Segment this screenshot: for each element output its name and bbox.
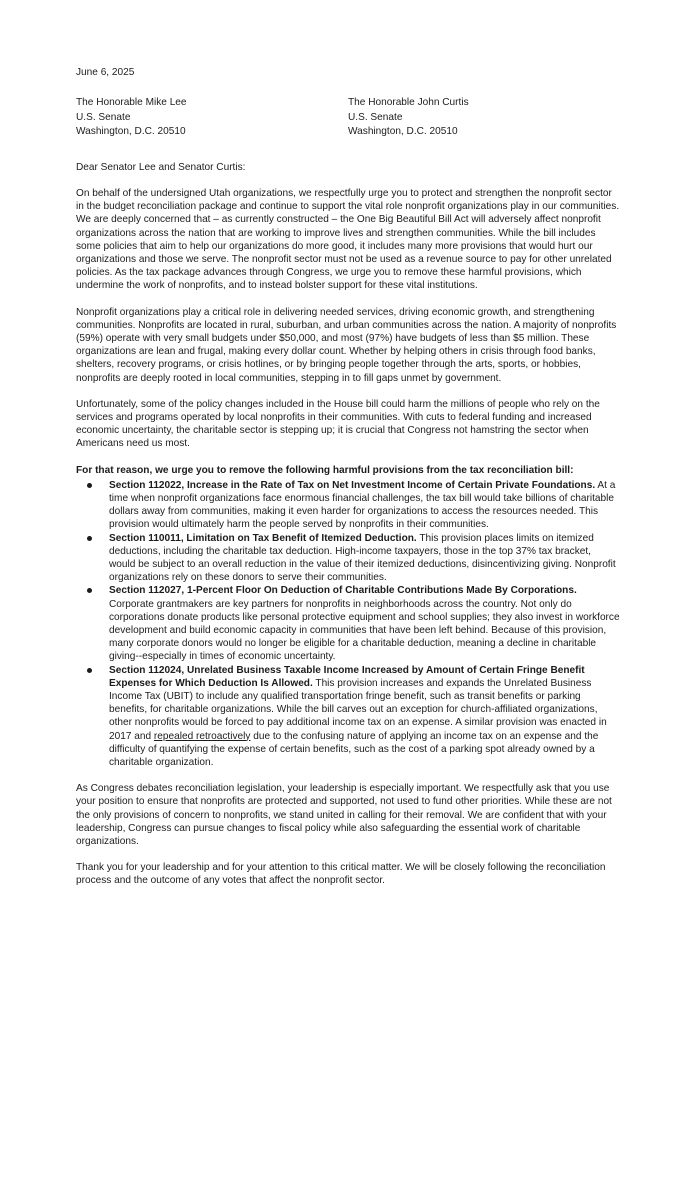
bullet-icon [87,588,92,593]
recipient-name: The Honorable Mike Lee [76,97,187,109]
repealed-retroactively-link[interactable]: repealed retroactively [153,730,251,742]
body-paragraph: On behalf of the undersigned Utah organizations, we respectfully urge you to protect and strengthen the nonprofit sector in the budget reconciliation package and continue to support the vital role nonprofit organizations play in our communities. We are deeply concerned that – as currently constructed – the One Big Beautiful Bill Act will adversely affect nonprofit organizations across the nation that are working to improve lives and strengthen communities. While the bill includes some policies that aim to help our organizations do more good, it includes many more provisions that would hurt our organizations and those we serve. The nonprofit sector must not be used as a revenue source to pay for other unrelated policies. As the tax package advances through Congress, we urge you to remove these harmful provisions, which undermine the work of nonprofits, and to instead bolster support for these vital institutions. [76,187,620,292]
provision-body: At a time when nonprofit organizations face enormous financial challenges, the tax bill would take billions of charitable dollars away from communities, making it even harder for organizations to access the resources needed. This provision would ultimately harm the people served by nonprofits in their communities. [109,479,616,531]
recipient-addresses [76,96,620,140]
provision-item [109,664,620,770]
closing-paragraph: As Congress debates reconciliation legislation, your leadership is especially important. We respectfully ask that you use your position to ensure that nonprofits are protected and supported, not used to fund other priorities. While these are not the only provisions of concern to nonprofits, we stand united in calling for their removal. We are confident that with your leadership, Congress can pursue changes to fiscal policy while also safeguarding the essential work of charitable organizations. [76,783,612,848]
body-paragraph: Nonprofit organizations play a critical role in delivering needed services, driving economic growth, and strengthening communities. Nonprofits are located in rural, suburban, and urban communities across the nation. A majority of nonprofits (59%) operate with very small budgets under $50,000, and most (97%) have budgets of less than $5 million. These organizations are lean and frugal, making every dollar count. Whether by helping others in crisis through food banks, shelters, recovery programs, or crisis hotlines, or by bringing people together through the arts, sports, or hobbies, nonprofits are deeply rooted in local communities, stepping in to fill gaps unmet by government. [76,306,617,384]
provision-body: due to the confusing nature of applying an income tax on an expense and the difficulty of quantifying the expense of certain benefits, such as the cost of a parking spot already owned by a charitable organization. [109,730,599,769]
recipient-name: The Honorable John Curtis [348,97,469,109]
provision-item [109,479,620,532]
recipient-city: Washington, D.C. 20510 [348,126,458,138]
provision-body: Corporate grantmakers are key partners for nonprofits in neighborhoods across the country. Not only do corporations donate products like personal protective equipment and school supplies; they also invest in workforce development and build economic capacity in communities that have been left behind. Because of this provision, many corporate donors would no longer be eligible for a charitable deduction, meaning a decline in charitable giving--especially in times of economic uncertainty. [109,598,620,663]
provision-item [109,532,620,585]
recipient-address-lee [76,96,348,140]
provision-title: Section 112027, 1-Percent Floor On Deduction of Charitable Contributions Made By Corporations. [109,585,577,597]
bullet-icon [87,536,92,541]
provision-body: This provision places limits on itemized deductions, including the charitable tax deduction. High-income taxpayers, those in the top 37% tax bracket, would be subject to an overall reduction in the value of their itemized deductions, disincentivizing giving. Nonprofit organizations rely on these donors to serve their communities. [109,532,616,584]
provision-title: Section 110011, Limitation on Tax Benefit of Itemized Deduction. [109,532,417,544]
provision-title: Section 112022, Increase in the Rate of Tax on Net Investment Income of Certain Private Foundations. [109,479,596,491]
provision-title: Section 112024, Unrelated Business Taxable Income Increased by Amount of Certain Fringe Benefit Expenses for Which Deduction Is Allowed. [109,664,585,689]
recipient-city: Washington, D.C. 20510 [76,126,186,138]
provisions-list [76,479,620,769]
provisions-lead: For that reason, we urge you to remove the following harmful provisions from the tax reconciliation bill: [76,464,574,476]
recipient-office: U.S. Senate [348,111,403,123]
bullet-icon [87,483,92,488]
salutation: Dear Senator Lee and Senator Curtis: [76,161,246,173]
body-paragraph: Unfortunately, some of the policy changes included in the House bill could harm the millions of people who rely on the services and programs operated by local nonprofits in their communities. With cuts to federal funding and increased economic uncertainty, the charitable sector is stepping up; it is crucial that Congress not hamstring the sector when Americans need us most. [76,398,600,450]
provision-body: This provision increases and expands the Unrelated Business Income Tax (UBIT) to include any qualified transportation fringe benefit, such as transit benefits or parking benefits, for charitable organizations. While the bill carves out an exception for church-affiliated organizations, other nonprofits would be forced to pay additional income tax on an expense. A similar provision was enacted in 2017 and [109,677,607,742]
letter-date: June 6, 2025 [76,67,135,78]
provision-item [109,584,620,663]
closing-paragraph: Thank you for your leadership and for your attention to this critical matter. We will be closely following the reconciliation process and the outcome of any votes that affect the nonprofit sector. [76,862,606,887]
recipient-address-curtis [348,96,620,140]
recipient-office: U.S. Senate [76,111,131,123]
bullet-icon [87,668,92,673]
